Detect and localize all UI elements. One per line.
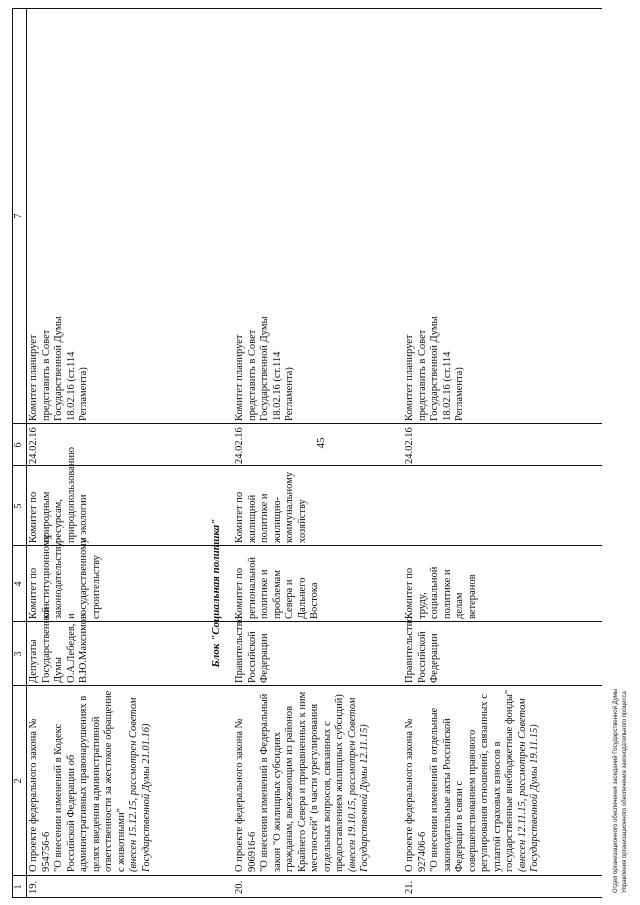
date: 24.02.16 [28,427,39,464]
row-number: 21. [404,880,415,894]
bill-note: (внесен 12.11.15, рассмотрен Советом Государственной Думы 19.11.15) [516,698,540,872]
responsible-committee: Комитет по конституционному законодательству и государственному строительству [28,534,102,619]
col-separator [12,621,602,622]
bill-body: "О внесении изменений в отдельные законодательные акты Российской Федерации в связи с совершенствованием правового регулирования отношений, связанных с уплатой страховых взносов в государственные внебюджетные фонды" [429,689,515,872]
header-separator [26,8,27,898]
row-number: 20. [234,880,245,894]
bill-author: Депутаты Государственной Думы О.А.Лебедев, В.Ю.Максимов [28,607,89,683]
col-separator [12,465,602,466]
col-separator [12,685,602,686]
col-num-2: 2 [13,778,24,784]
date: 24.02.16 [234,427,245,464]
bill-body: "О внесении изменений в Федеральный закон "О жилищных субсидиях гражданам, выезжающим из районов Крайнего Севера и приравненных к ним местностей" (в части урегулирования отдельных вопросов, связанных с предоставлением жилищных субсидий) [259,691,345,872]
co-committee: Комитет по природным ресурсам, природопользованию и экологии [28,447,89,543]
bills-table [12,8,602,898]
col-num-3: 3 [13,651,24,657]
responsible-committee: Комитет по труду, социальной политике и делам ветеранов [404,566,478,619]
col-num-6: 6 [13,442,24,448]
plan-note: Комитет планирует представить в Совет Государственной Думы 18.02.16 (ст.114 Регламента) [28,316,89,421]
bill-title: О проекте федерального закона № 927406-6 [404,718,428,872]
co-committee: Комитет по жилищной политике и жилищно-коммунальному хозяйству [234,471,308,543]
date: 24.02.16 [404,427,415,464]
page-footer [612,563,634,893]
col-num-4: 4 [13,581,24,587]
table-frame [12,8,602,898]
plan-note: Комитет планирует представить в Совет Государственной Думы 18.02.16 (ст.114 Регламента) [234,316,295,421]
bill-author: Правительство Российской Федерации [234,616,270,683]
row-number: 19. [28,880,39,894]
bill-note: (внесен 15.12.15, рассмотрен Советом Государственной Думы 21.01.16) [128,697,152,872]
bill-title: О проекте федерального закона № 954756-6 [28,718,52,872]
bill-note: (внесен 19.10.15, рассмотрен Советом Государственной Думы 12.11.15) [346,697,370,872]
bill-author: Правительство Российской Федерации [404,616,440,683]
col-separator [12,875,602,876]
bill-title: О проекте федерального закона № 906916-6 [234,718,258,872]
page-number: 45 [315,437,327,449]
bill-body: "О внесении изменений в Кодекс Российской Федерации об административных правонарушениях в целях введения административной ответственности за жестокое обращение с животными" [53,690,127,872]
col-separator [12,545,602,546]
plan-note: Комитет планирует представить в Совет Государственной Думы 18.02.16 (ст.114 Регламента) [404,316,465,421]
col-num-1: 1 [13,884,24,890]
col-separator [12,423,602,424]
footer-line: Управления организационного обеспечения законодательного процесса [622,691,628,893]
col-num-5: 5 [13,503,24,509]
col-num-7: 7 [13,213,24,219]
responsible-committee: Комитет по региональной политике и проблемам Севера и Дальнего Востока [234,557,320,619]
footer-line: Отдел организационного обеспечения заседаний Государственной Думы [613,688,619,893]
block-title: Блок "Социальная политика" [210,518,222,668]
